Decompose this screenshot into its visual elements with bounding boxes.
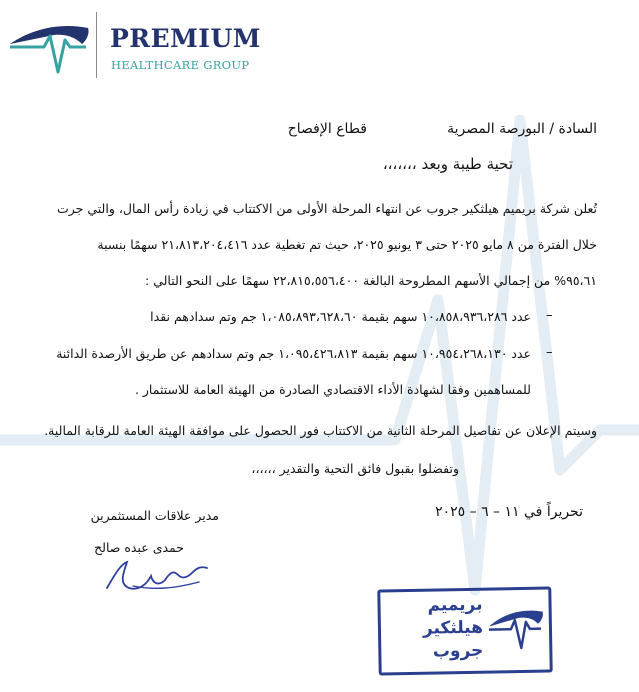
handwritten-signature — [103, 556, 211, 596]
company-logo-name: PREMIUM — [110, 24, 261, 53]
paragraph-line-3: ٩٥،٦١% من إجمالي الأسهم المطروحة البالغة ٢٢،٨١٥،٥٥٦،٤٠٠ سهمًا على النحو التالي : — [145, 273, 597, 288]
paragraph-line-1: تُعلن شركة بريميم هيلثكير جروب عن انتهاء المرحلة الأولى من الاكتتاب في زيادة رأس المال، والتي جرت — [56, 201, 597, 216]
letter-date: تحريراً في ١١ – ٦ – ٢٠٢٥ — [435, 504, 583, 520]
bullet-dash: – — [546, 345, 553, 360]
subscription-item: عدد ١٠،٨٥٨،٩٣٦،٢٨٦ سهم بقيمة ١،٠٨٥،٨٩٣،٦٢٨،٦٠ جم وتم سدادهم نقدا — [150, 309, 531, 324]
stamp-line: بريميم — [427, 594, 483, 616]
department-line: قطاع الإفصاح — [287, 121, 367, 137]
bullet-dash: – — [546, 308, 553, 323]
company-stamp — [377, 586, 552, 675]
company-logo-subtitle: HEALTHCARE GROUP — [111, 58, 250, 72]
item-continuation: للمساهمين وفقا لشهادة الأداء الاقتصادي الصادرة من الهيئة العامة للاستثمار . — [134, 382, 531, 397]
heartbeat-logo-icon — [8, 14, 92, 80]
greeting: تحية طيبة وبعد ،،،،،،، — [382, 155, 513, 173]
subscription-item: عدد ١٠،٩٥٤،٢٦٨،١٣٠ سهم بقيمة ١،٠٩٥،٤٢٦،٨١٣ جم وتم سدادهم عن طريق الأرصدة الدائنة — [56, 346, 531, 361]
stamp-heartbeat-icon — [487, 602, 546, 653]
paragraph-line-2: خلال الفترة من ٨ مايو ٢٠٢٥ حتى ٣ يونيو ٢٠٢٥، حيث تم تغطية عدد ٢١،٨١٣،٢٠٤،٤١٦ سهمًا بنسبة — [97, 237, 597, 252]
closing-line: وسيتم الإعلان عن تفاصيل المرحلة الثانية من الاكتتاب فور الحصول على موافقة الهيئة العامة للرقابة المالية. — [44, 423, 597, 438]
stamp-line: هيلثكير — [422, 617, 484, 639]
recipient-line: السادة / البورصة المصرية — [447, 121, 597, 137]
signer-name: حمدى عبده صالح — [94, 540, 184, 555]
stamp-line: جروب — [432, 640, 484, 662]
signer-title: مدير علاقات المستثمرين — [90, 508, 219, 523]
courtesy-line: وتفضلوا بقبول فائق التحية والتقدير ،،،،،، — [251, 461, 459, 476]
logo-divider — [96, 12, 97, 78]
